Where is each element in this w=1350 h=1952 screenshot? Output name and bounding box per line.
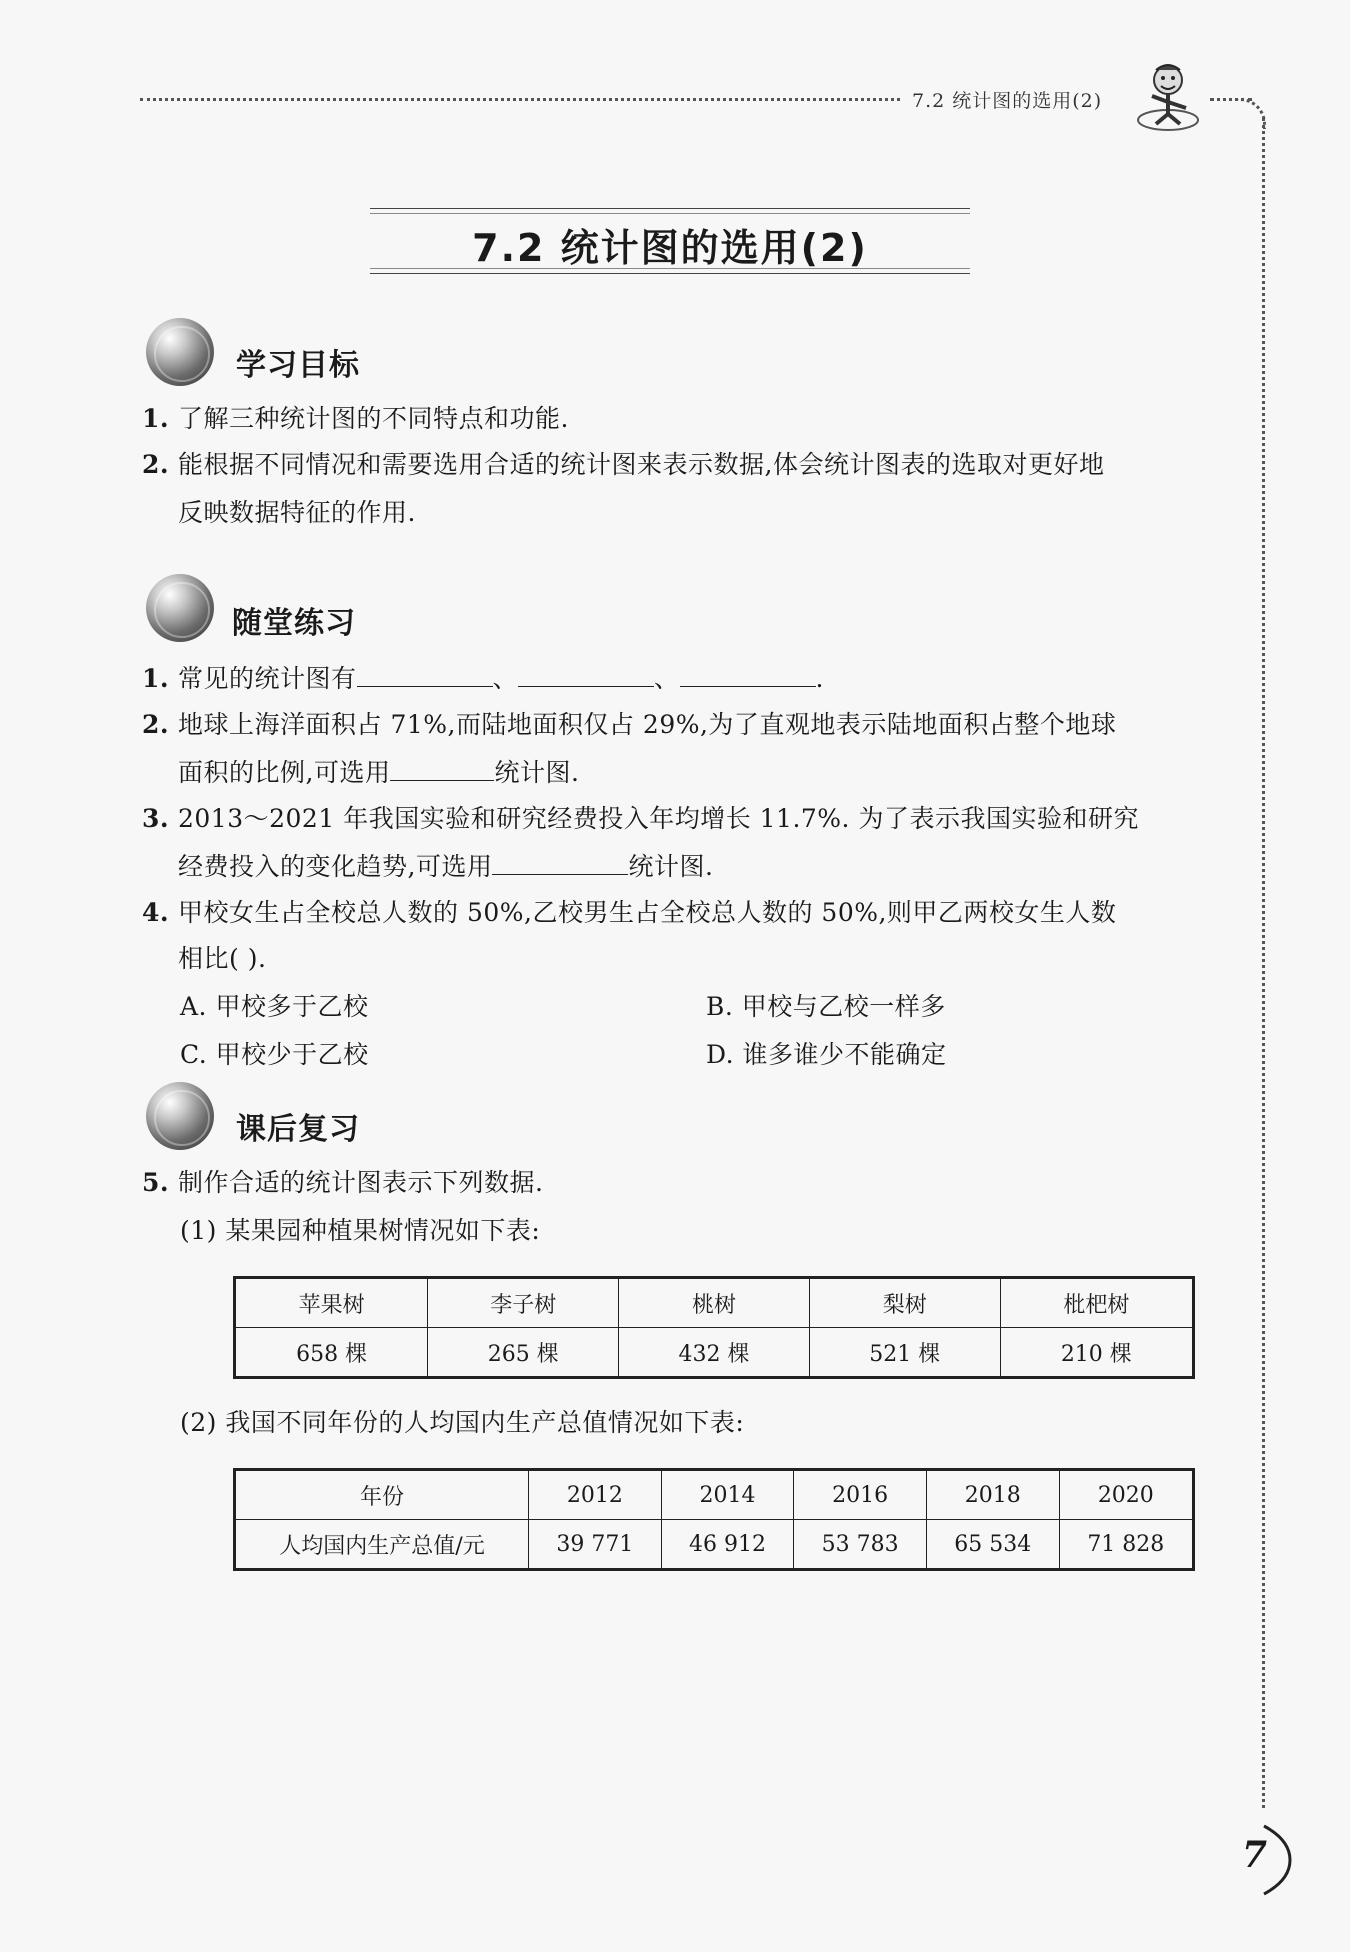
- table-cell: 265 棵: [428, 1328, 619, 1378]
- running-title: 7.2 统计图的选用(2): [912, 90, 1103, 112]
- table-cell: 人均国内生产总值/元: [235, 1520, 529, 1570]
- table-header-cell: 2020: [1059, 1470, 1193, 1520]
- option-d[interactable]: D. 谁多谁少不能确定: [706, 1040, 947, 1069]
- question-2-cont: 面积的比例,可选用 统计图.: [178, 758, 580, 787]
- answer-blank[interactable]: [518, 662, 654, 687]
- globe-icon: [146, 318, 214, 386]
- answer-blank[interactable]: [492, 850, 628, 875]
- fruit-tree-table: [233, 1276, 1195, 1379]
- table-cell: 46 912: [661, 1520, 794, 1570]
- answer-blank[interactable]: [390, 756, 494, 781]
- mascot-icon: [1128, 58, 1208, 138]
- table-row: [235, 1520, 1194, 1570]
- table-cell: 521 棵: [809, 1328, 1000, 1378]
- table-cell: 71 828: [1059, 1520, 1193, 1570]
- question-4-cont: 相比( ).: [178, 944, 267, 973]
- table-header-cell: 苹果树: [235, 1278, 428, 1328]
- goal-item-2-cont: 反映数据特征的作用.: [178, 498, 416, 527]
- question-5-sub1: (1) 某果园种植果树情况如下表:: [180, 1216, 541, 1245]
- goal-item-1: 1. 了解三种统计图的不同特点和功能.: [142, 404, 569, 433]
- answer-blank[interactable]: [357, 662, 493, 687]
- table-row: [235, 1328, 1194, 1378]
- question-2: 2. 地球上海洋面积占 71%,而陆地面积仅占 29%,为了直观地表示陆地面积占整个地球: [142, 710, 1117, 739]
- globe-icon: [146, 574, 214, 642]
- table-header-cell: 李子树: [428, 1278, 619, 1328]
- table-header-cell: 2018: [926, 1470, 1059, 1520]
- table-cell: 658 棵: [235, 1328, 428, 1378]
- table-cell: 65 534: [926, 1520, 1059, 1570]
- table-cell: 39 771: [529, 1520, 662, 1570]
- table-header-cell: 2016: [794, 1470, 927, 1520]
- table-cell: 53 783: [794, 1520, 927, 1570]
- table-header-cell: 桃树: [619, 1278, 810, 1328]
- table-header-cell: 枇杷树: [1000, 1278, 1193, 1328]
- table-header-cell: 年份: [235, 1470, 529, 1520]
- question-1: 1. 常见的统计图有 、 、 .: [142, 664, 824, 693]
- question-5: 5. 制作合适的统计图表示下列数据.: [142, 1168, 544, 1197]
- table-row: [235, 1278, 1194, 1328]
- goal-item-2: 2. 能根据不同情况和需要选用合适的统计图来表示数据,体会统计图表的选取对更好地: [142, 450, 1105, 479]
- table-header-cell: 2014: [661, 1470, 794, 1520]
- page-number: 7: [1242, 1834, 1268, 1876]
- table-row: [235, 1470, 1194, 1520]
- section-heading-practice: 随堂练习: [232, 606, 356, 641]
- option-a[interactable]: A. 甲校多于乙校: [180, 992, 369, 1021]
- question-4: 4. 甲校女生占全校总人数的 50%,乙校男生占全校总人数的 50%,则甲乙两校女生人数: [142, 898, 1117, 927]
- question-3: 3. 2013～2021 年我国实验和研究经费投入年均增长 11.7%. 为了表示我国实验和研究: [142, 804, 1139, 833]
- section-heading-review: 课后复习: [236, 1112, 360, 1147]
- page-title-box: [370, 208, 970, 274]
- header-dotted-line: [140, 98, 900, 101]
- table-cell: 432 棵: [619, 1328, 810, 1378]
- option-b[interactable]: B. 甲校与乙校一样多: [706, 992, 946, 1021]
- table-header-cell: 梨树: [809, 1278, 1000, 1328]
- question-3-cont: 经费投入的变化趋势,可选用 统计图.: [178, 852, 714, 881]
- page-title: 7.2 统计图的选用(2): [472, 226, 868, 270]
- gdp-table: [233, 1468, 1195, 1571]
- option-c[interactable]: C. 甲校少于乙校: [180, 1040, 369, 1069]
- table-header-cell: 2012: [529, 1470, 662, 1520]
- section-heading-goals: 学习目标: [236, 348, 360, 383]
- table-cell: 210 棵: [1000, 1328, 1193, 1378]
- margin-dotted-line: [1262, 118, 1265, 1808]
- answer-blank[interactable]: [680, 662, 816, 687]
- globe-icon: [146, 1082, 214, 1150]
- question-5-sub2: (2) 我国不同年份的人均国内生产总值情况如下表:: [180, 1408, 745, 1437]
